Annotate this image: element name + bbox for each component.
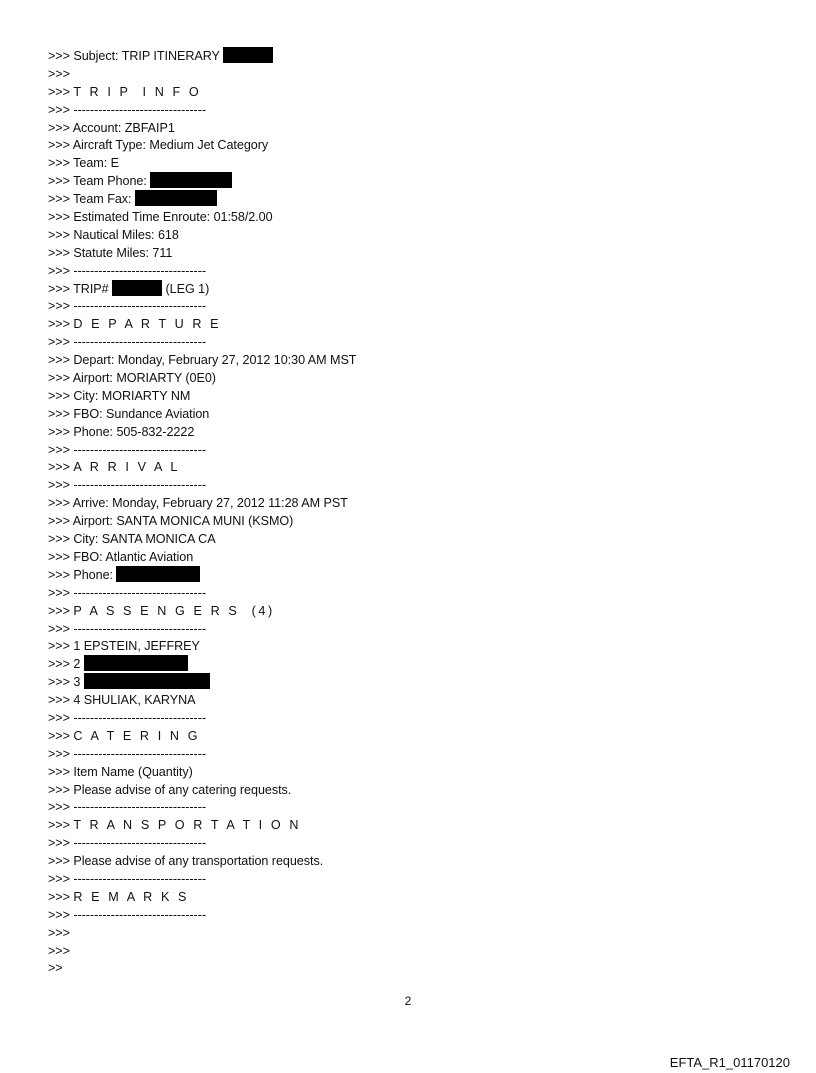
catering-item-header: >>> Item Name (Quantity): [48, 764, 193, 779]
separator-line: >>> --------------------------------: [48, 800, 206, 815]
subject-line: >>> Subject: TRIP ITINERARY: [48, 48, 768, 66]
arrive-airport-line: >>> Airport: SANTA MONICA MUNI (KSMO): [48, 514, 294, 529]
trip-number-line: >>> TRIP# (LEG 1): [48, 281, 210, 296]
arrive-phone-line: >>> Phone:: [48, 567, 768, 585]
passenger-row: >>> 2: [48, 656, 768, 674]
catering-note: >>> Please advise of any catering requests.: [48, 782, 292, 797]
account-line: >>> Account: ZBFAIP1: [48, 120, 175, 135]
passenger-row: >>> 4 SHULIAK, KARYNA: [48, 693, 196, 708]
redaction-box: [112, 280, 162, 296]
section-title-departure: >>> D E P A R T U R E: [48, 317, 222, 332]
section-title-passengers: >>> P A S S E N G E R S (4): [48, 603, 275, 618]
separator-line: >>> --------------------------------: [48, 907, 206, 922]
depart-city-line: >>> City: MORIARTY NM: [48, 388, 191, 403]
email-itinerary-body: [48, 48, 768, 978]
section-title-remarks: >>> R E M A R K S: [48, 889, 190, 904]
redaction-box: [84, 655, 188, 671]
separator-line: >>> --------------------------------: [48, 585, 206, 600]
depart-fbo-line: >>> FBO: Sundance Aviation: [48, 406, 210, 421]
transportation-note: >>> Please advise of any transportation requests.: [48, 854, 324, 869]
team-line: >>> Team: E: [48, 156, 119, 171]
separator-line: >>> --------------------------------: [48, 335, 206, 350]
separator-line: >>> --------------------------------: [48, 836, 206, 851]
redaction-box: [150, 172, 232, 188]
depart-phone-line: >>> Phone: 505-832-2222: [48, 424, 195, 439]
separator-line: >>> --------------------------------: [48, 263, 206, 278]
arrive-fbo-line: >>> FBO: Atlantic Aviation: [48, 549, 194, 564]
section-title-catering: >>> C A T E R I N G: [48, 728, 201, 743]
redaction-box: [84, 673, 210, 689]
bates-number: EFTA_R1_01170120: [669, 1055, 790, 1070]
section-title-arrival: >>> A R R I V A L: [48, 460, 180, 475]
redaction-box: [223, 47, 273, 63]
arrive-city-line: >>> City: SANTA MONICA CA: [48, 532, 216, 547]
separator-line: >>> --------------------------------: [48, 621, 206, 636]
team-fax-line: >>> Team Fax:: [48, 191, 768, 209]
redaction-box: [116, 566, 200, 582]
separator-line: >>> --------------------------------: [48, 442, 206, 457]
arrive-time-line: >>> Arrive: Monday, February 27, 2012 11:28 AM PST: [48, 496, 348, 511]
depart-time-line: >>> Depart: Monday, February 27, 2012 10:30 AM MST: [48, 353, 357, 368]
blank-line: >>>: [48, 943, 70, 958]
section-title-trip-info: >>> T R I P I N F O: [48, 84, 202, 99]
separator-line: >>> --------------------------------: [48, 710, 206, 725]
statute-miles-line: >>> Statute Miles: 711: [48, 245, 173, 260]
section-title-transportation: >>> T R A N S P O R T A T I O N: [48, 818, 302, 833]
passenger-row: >>> 3: [48, 674, 768, 692]
redaction-box: [135, 190, 217, 206]
separator-line: >>> --------------------------------: [48, 746, 206, 761]
passenger-row: >>> 1 EPSTEIN, JEFFREY: [48, 639, 200, 654]
team-phone-line: >>> Team Phone:: [48, 173, 768, 191]
separator-line: >>> --------------------------------: [48, 478, 206, 493]
separator-line: >>> --------------------------------: [48, 102, 206, 117]
ete-line: >>> Estimated Time Enroute: 01:58/2.00: [48, 210, 273, 225]
separator-line: >>> --------------------------------: [48, 871, 206, 886]
blank-line: >>>: [48, 66, 70, 81]
aircraft-type-line: >>> Aircraft Type: Medium Jet Category: [48, 138, 269, 153]
nautical-miles-line: >>> Nautical Miles: 618: [48, 227, 179, 242]
page-number: 2: [404, 994, 412, 1008]
blank-line: >>: [48, 961, 63, 976]
depart-airport-line: >>> Airport: MORIARTY (0E0): [48, 371, 216, 386]
blank-line: >>>: [48, 925, 70, 940]
separator-line: >>> --------------------------------: [48, 299, 206, 314]
